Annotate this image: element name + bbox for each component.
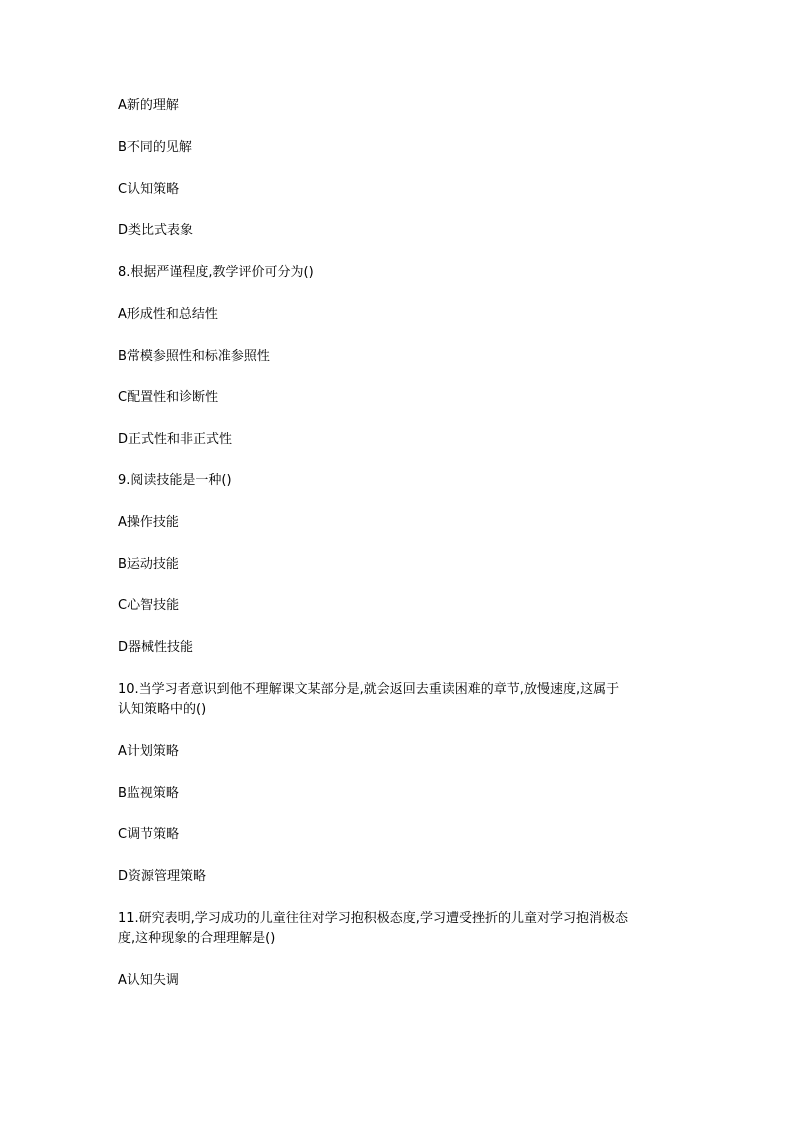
question-10-line-2: 认知策略中的() xyxy=(118,702,207,717)
option-b-q10: B监视策略 xyxy=(118,786,179,801)
option-c-q10: C调节策略 xyxy=(118,827,180,842)
option-c-q9: C心智技能 xyxy=(118,598,180,613)
option-a-q7: A新的理解 xyxy=(118,98,179,113)
option-a-q11: A认知失调 xyxy=(118,973,179,988)
question-8: 8.根据严谨程度,教学评价可分为() xyxy=(118,265,314,280)
option-d-q8: D正式性和非正式性 xyxy=(118,432,233,447)
question-11-line-1: 11.研究表明,学习成功的儿童往往对学习抱积极态度,学习遭受挫折的儿童对学习抱消极态 xyxy=(118,911,628,926)
option-a-q9: A操作技能 xyxy=(118,515,179,530)
option-b-q7: B不同的见解 xyxy=(118,140,192,155)
option-a-q8: A形成性和总结性 xyxy=(118,307,218,322)
option-a-q10: A计划策略 xyxy=(118,744,179,759)
question-10-line-1: 10.当学习者意识到他不理解课文某部分是,就会返回去重读困难的章节,放慢速度,这属于 xyxy=(118,682,620,697)
option-b-q8: B常模参照性和标准参照性 xyxy=(118,349,270,364)
question-11-line-2: 度,这种现象的合理理解是() xyxy=(118,931,276,946)
option-b-q9: B运动技能 xyxy=(118,557,179,572)
question-9: 9.阅读技能是一种() xyxy=(118,473,232,488)
option-c-q8: C配置性和诊断性 xyxy=(118,390,219,405)
option-d-q9: D器械性技能 xyxy=(118,640,194,655)
option-d-q10: D资源管理策略 xyxy=(118,869,207,884)
option-c-q7: C认知策略 xyxy=(118,182,180,197)
option-d-q7: D类比式表象 xyxy=(118,223,194,238)
